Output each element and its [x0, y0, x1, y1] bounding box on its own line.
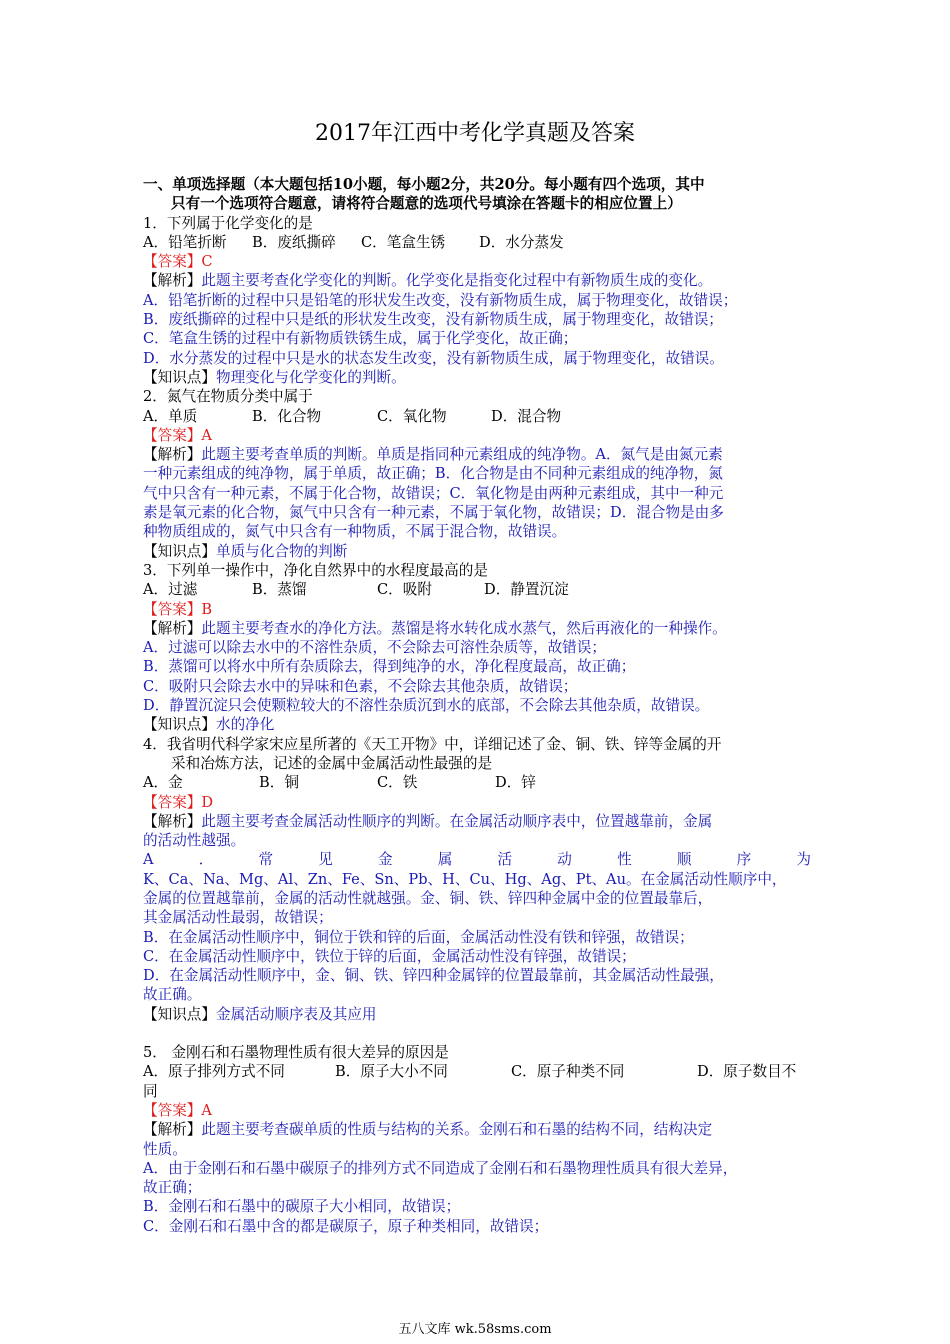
spread-char: 见: [318, 851, 333, 869]
analysis-line: 一种元素组成的纯净物，属于单质，故正确；B．化合物是由不同种元素组成的纯净物，氮: [143, 465, 723, 483]
analysis-text: 此题主要考查碳单质的性质与结构的关系。金刚石和石墨的结构不同，结构决定: [201, 1121, 713, 1139]
analysis-line: [143, 619, 811, 638]
detail-line: B．在金属活动性顺序中，铜位于铁和锌的后面，金属活动性没有铁和锌强，故错误；: [143, 928, 694, 946]
option-a: A．单质: [143, 407, 198, 425]
question-4: [143, 735, 811, 1024]
analysis-line: [143, 1120, 811, 1139]
analysis-line: 的活动性越强。: [143, 832, 246, 850]
question-2: [143, 387, 811, 561]
question-stem: 1．下列属于化学变化的是: [143, 214, 313, 232]
question-3: [143, 561, 811, 735]
answer-tag: 【答案】: [143, 253, 202, 271]
option-b: B．废纸撕碎: [252, 233, 336, 251]
detail-line: 故正确；: [143, 1179, 202, 1197]
kp-tag: 【知识点】: [143, 368, 216, 386]
analysis-line: 气中只含有一种元素，不属于化合物，故错误；C．氧化物是由两种元素组成，其中一种元: [143, 484, 724, 502]
option-d: D．水分蒸发: [479, 233, 564, 251]
options-row: [143, 1062, 811, 1081]
option-b: B．铜: [259, 774, 299, 792]
question-5: [143, 1043, 811, 1236]
answer-line: [143, 1101, 811, 1120]
detail-line: C．在金属活动性顺序中，铁位于锌的后面，金属活动性没有锌强，故错误；: [143, 947, 636, 965]
analysis-text: 此题主要考查化学变化的判断。化学变化是指变化过程中有新物质生成的变化。: [201, 272, 713, 290]
option-a: A．过滤: [143, 581, 198, 599]
analysis-line: [143, 445, 811, 464]
answer-tag: 【答案】: [143, 1101, 202, 1119]
answer-value: B: [201, 600, 213, 618]
analysis-line: 性质。: [143, 1140, 187, 1158]
kp-text: 水的净化: [215, 716, 275, 734]
option-c: C．铁: [377, 774, 418, 792]
answer-line: [143, 600, 811, 619]
analysis-tag: 【解析】: [143, 1121, 202, 1139]
answer-line: [143, 426, 811, 445]
section-heading: 一、单项选择题（本大题包括10小题，每小题2分，共20分。每小题有四个选项，其中: [143, 176, 705, 193]
question-stem-cont: 采和冶炼方法，记述的金属中金属活动性最强的是: [171, 754, 493, 772]
section-heading-cont: 只有一个选项符合题意，请将符合题意的选项代号填涂在答题卡的相应位置上）: [171, 195, 682, 213]
kp-tag: 【知识点】: [143, 716, 216, 734]
answer-tag: 【答案】: [143, 426, 202, 444]
answer-tag: 【答案】: [143, 600, 202, 618]
document-title: 2017年江西中考化学真题及答案: [315, 121, 635, 146]
option-d: D．锌: [495, 774, 536, 792]
question-stem: 2．氮气在物质分类中属于: [143, 388, 313, 406]
spread-char: 属: [437, 851, 453, 869]
knowledge-point: [143, 1005, 811, 1024]
question-stem: 5． 金刚石和石墨物理性质有很大差异的原因是: [143, 1044, 449, 1062]
detail-line: A．铅笔折断的过程中只是铅笔的形状发生改变，没有新物质生成，属于物理变化，故错误；: [143, 291, 738, 309]
options-wrap: 同: [143, 1082, 158, 1100]
page-footer: 五八文库 wk.58sms.com: [398, 1322, 552, 1337]
option-c: C．原子种类不同: [511, 1063, 625, 1081]
analysis-line: 种物质组成的，氮气中只含有一种物质，不属于混合物，故错误。: [143, 523, 567, 541]
spread-char: 顺: [676, 851, 692, 869]
detail-line: A．过滤可以除去水中的不溶性杂质，不会除去可溶性杂质等，故错误；: [143, 639, 606, 657]
kp-text: 单质与化合物的判断: [215, 542, 348, 560]
spread-char: A: [143, 851, 154, 869]
answer-tag: 【答案】: [143, 793, 202, 811]
detail-line: B．蒸馏可以将水中所有杂质除去，得到纯净的水，净化程度最高，故正确；: [143, 658, 636, 676]
analysis-line: 素是氧元素的化合物，氮气中只含有一种元素，不属于氧化物，故错误；D．混合物是由多: [143, 504, 724, 522]
analysis-tag: 【解析】: [143, 812, 202, 830]
blank-line: [143, 1024, 811, 1043]
spread-char: 为: [796, 851, 811, 869]
option-b: B．化合物: [252, 407, 322, 425]
detail-line: B．金刚石和石墨中的碳原子大小相同，故错误；: [143, 1198, 461, 1216]
detail-line: K、Ca、Na、Mg、Al、Zn、Fe、Sn、Pb、H、Cu、Hg、Ag、Pt、Au。在金属活动性顺序中，: [143, 870, 787, 888]
option-a: A．原子排列方式不同: [143, 1063, 285, 1081]
option-a: A．金: [143, 774, 183, 792]
knowledge-point: [143, 715, 811, 734]
answer-value: A: [201, 1101, 212, 1119]
kp-tag: 【知识点】: [143, 542, 216, 560]
detail-line: C．吸附只会除去水中的异味和色素，不会除去其他杂质，故错误；: [143, 677, 578, 695]
analysis-text: 此题主要考查水的净化方法。蒸馏是将水转化成水蒸气，然后再液化的一种操作。: [201, 619, 727, 637]
question-1: [143, 214, 811, 388]
detail-line: C．笔盒生锈的过程中有新物质铁锈生成，属于化学变化，故正确；: [143, 330, 578, 348]
option-a: A．铅笔折断: [143, 233, 227, 251]
analysis-tag: 【解析】: [143, 272, 202, 290]
analysis-line: [143, 271, 811, 290]
answer-value: A: [201, 426, 212, 444]
spread-char: ．: [198, 851, 214, 869]
option-d: D．混合物: [491, 407, 562, 425]
analysis-tag: 【解析】: [143, 446, 202, 464]
knowledge-point: [143, 542, 811, 561]
analysis-text: 此题主要考查单质的判断。单质是指同种元素组成的纯净物。A．氮气是由氮元素: [201, 446, 723, 464]
spread-char: 常: [258, 851, 274, 869]
question-stem: 3．下列单一操作中，净化自然界中的水程度最高的是: [143, 561, 488, 579]
answer-line: [143, 252, 811, 271]
options-row: [143, 580, 811, 599]
detail-line: A．由于金刚石和石墨中碳原子的排列方式不同造成了金刚石和石墨物理性质具有很大差异，: [143, 1159, 738, 1177]
analysis-line: [143, 812, 811, 831]
option-b: B．原子大小不同: [335, 1063, 448, 1081]
detail-line: D．静置沉淀只会使颗粒较大的不溶性杂质沉到水的底部，不会除去其他杂质，故错误。: [143, 697, 710, 715]
option-d: D．原子数目不: [697, 1063, 797, 1081]
answer-value: C: [201, 253, 213, 271]
spread-char: 动: [557, 851, 572, 869]
answer-line: [143, 793, 811, 812]
options-row: [143, 233, 811, 252]
spread-char: 序: [736, 851, 752, 869]
detail-line: 故正确。: [143, 986, 202, 1004]
detail-line: D．水分蒸发的过程中只是水的状态发生改变，没有新物质生成，属于物理变化，故错误。: [143, 349, 724, 367]
analysis-text: 此题主要考查金属活动性顺序的判断。在金属活动顺序表中，位置越靠前，金属: [201, 812, 713, 830]
spread-char: 金: [378, 851, 393, 869]
kp-text: 金属活动顺序表及其应用: [215, 1005, 377, 1023]
detail-line: C．金刚石和石墨中含的都是碳原子，原子种类相同，故错误；: [143, 1217, 549, 1235]
kp-tag: 【知识点】: [143, 1005, 216, 1023]
justified-line: [143, 850, 811, 869]
analysis-tag: 【解析】: [143, 619, 202, 637]
question-stem: 4．我省明代科学家宋应星所著的《天工开物》中，详细记述了金、铜、铁、锌等金属的开: [143, 735, 722, 753]
detail-line: B．废纸撕碎的过程中只是纸的形状发生改变，没有新物质生成，属于物理变化，故错误；: [143, 311, 723, 329]
option-c: C．吸附: [377, 581, 432, 599]
knowledge-point: [143, 368, 811, 387]
option-c: C．氧化物: [377, 407, 447, 425]
option-c: C．笔盒生锈: [361, 233, 446, 251]
option-d: D．静置沉淀: [484, 581, 569, 599]
detail-line: 金属的位置越靠前，金属的活动性就越强。金、铜、铁、锌四种金属中金的位置最靠后，: [143, 889, 713, 907]
detail-line: D．在金属活动性顺序中，金、铜、铁、锌四种金属锌的位置最靠前，其金属活动性最强，: [143, 967, 724, 985]
detail-line: 其金属活动性最弱，故错误；: [143, 909, 333, 927]
options-row: [143, 773, 811, 792]
answer-value: D: [201, 793, 214, 811]
spread-char: 活: [497, 851, 513, 869]
options-row: [143, 407, 811, 426]
document-body: [143, 175, 811, 1236]
option-b: B．蒸馏: [252, 581, 307, 599]
spread-char: 性: [617, 851, 632, 869]
kp-text: 物理变化与化学变化的判断。: [215, 368, 406, 386]
